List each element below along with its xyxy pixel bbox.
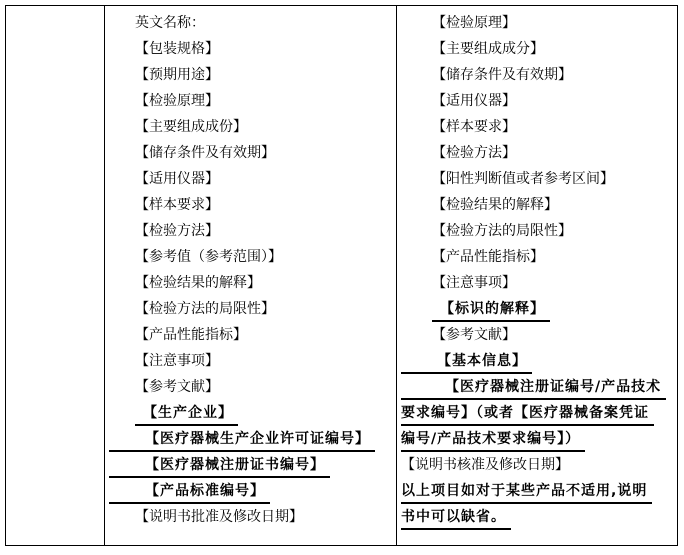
list-item-text: 【主要组成成分】 [432, 41, 544, 57]
list-item-text: 【样本要求】 [135, 197, 219, 213]
table-cell-empty [6, 6, 105, 545]
list-item [401, 10, 677, 36]
list-item-text: 【医疗器械注册证编号/产品技术 [401, 376, 666, 400]
list-item-text: 以上项目如对于某些产品不适用,说明 [401, 480, 652, 504]
list-item [401, 400, 677, 426]
list-item [109, 88, 396, 114]
list-item-text: 【预期用途】 [135, 67, 219, 83]
list-item-text: 【样本要求】 [432, 119, 516, 135]
list-item [401, 296, 677, 322]
list-item-text: 【适用仪器】 [135, 171, 219, 187]
list-item [109, 62, 396, 88]
list-item [109, 452, 396, 478]
list-item-text: 【包装规格】 [135, 41, 219, 57]
list-item-text: 英文名称： [135, 15, 205, 31]
list-item [109, 504, 396, 530]
list-item [401, 426, 677, 452]
list-item [109, 218, 396, 244]
list-item [109, 400, 396, 426]
list-item-text: 【标识的解释】 [432, 298, 550, 322]
list-item [109, 36, 396, 62]
list-item-text: 【检验结果的解释】 [135, 275, 261, 291]
document-table [5, 5, 678, 546]
list-item-text: 【检验结果的解释】 [432, 197, 558, 213]
list-item [401, 62, 677, 88]
table-cell-items-right [397, 6, 677, 545]
list-item [401, 452, 677, 478]
list-item [401, 348, 677, 374]
list-item [109, 374, 396, 400]
list-item-text: 【医疗器械注册证书编号】 [109, 454, 330, 478]
list-item-text: 【产品标准编号】 [109, 480, 270, 504]
list-item-text: 【检验方法的局限性】 [432, 223, 572, 239]
list-item [401, 218, 677, 244]
list-item [109, 426, 396, 452]
list-item [401, 36, 677, 62]
list-item [109, 270, 396, 296]
list-item-text: 【说明书批准及修改日期】 [135, 509, 303, 525]
list-item-text: 【主要组成成份】 [135, 119, 247, 135]
list-item-text: 【参考值（参考范围）】 [135, 249, 282, 265]
list-item-text: 【参考文献】 [135, 379, 219, 395]
list-item-text: 编号/产品技术要求编号】） [401, 428, 585, 452]
list-item [401, 478, 677, 504]
list-item-text: 【适用仪器】 [432, 93, 516, 109]
list-item-text: 【检验方法的局限性】 [135, 301, 275, 317]
list-item [401, 140, 677, 166]
list-item [401, 374, 677, 400]
list-item-text: 【注意事项】 [432, 275, 516, 291]
list-item [109, 478, 396, 504]
list-item-text: 书中可以缺省。 [401, 506, 511, 530]
list-item [109, 296, 396, 322]
list-item-text: 【储存条件及有效期】 [432, 67, 572, 83]
list-item-text: 【产品性能指标】 [135, 327, 247, 343]
list-item [109, 114, 396, 140]
list-item-text: 【注意事项】 [135, 353, 219, 369]
list-item [401, 322, 677, 348]
list-item-text: 【检验方法】 [432, 145, 516, 161]
list-item [401, 114, 677, 140]
list-item [109, 192, 396, 218]
list-item [109, 244, 396, 270]
list-item [401, 244, 677, 270]
list-item-text: 【检验原理】 [432, 15, 516, 31]
list-item-text: 要求编号】（或者【医疗器械备案凭证 [401, 402, 654, 426]
list-item-text: 【检验方法】 [135, 223, 219, 239]
list-item [401, 192, 677, 218]
list-item [401, 504, 677, 530]
list-item-text: 【说明书核准及修改日期】 [401, 457, 569, 473]
list-item-text: 【基本信息】 [401, 350, 532, 374]
list-item-text: 【阳性判断值或者参考区间】 [432, 171, 614, 187]
list-item [109, 140, 396, 166]
list-item [401, 270, 677, 296]
list-item-text: 【生产企业】 [135, 402, 238, 426]
list-item [109, 10, 396, 36]
list-item [401, 166, 677, 192]
table-cell-items-left [105, 6, 397, 545]
list-item [109, 322, 396, 348]
list-item-text: 【参考文献】 [432, 327, 516, 343]
list-item-text: 【检验原理】 [135, 93, 219, 109]
list-item [109, 348, 396, 374]
list-item [401, 88, 677, 114]
list-item-text: 【储存条件及有效期】 [135, 145, 275, 161]
list-item [109, 166, 396, 192]
list-item-text: 【产品性能指标】 [432, 249, 544, 265]
list-item-text: 【医疗器械生产企业许可证编号】 [109, 428, 375, 452]
